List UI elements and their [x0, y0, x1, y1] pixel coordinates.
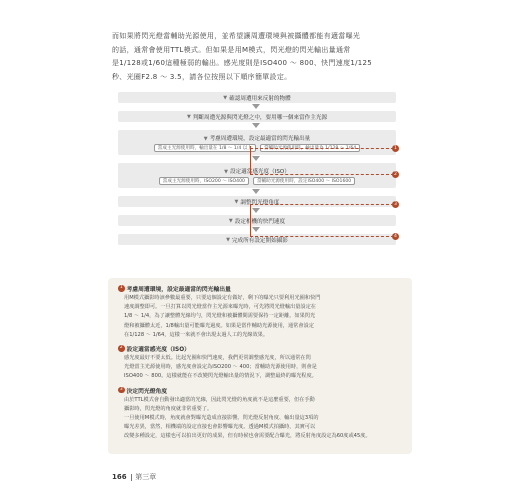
note-line: 曝光差異，當然，相機端的設定直接也會影響曝光度。透過M模式拍攝時，其實可以 — [124, 424, 316, 431]
arrow-icon: ▼ — [228, 217, 233, 224]
intro-line: 是1/128或1/60這種極弱的輸出。感光度則是ISO400 ～ 800、快門速度1/125 — [112, 59, 373, 68]
flow-option: 當成主光源使用時，輸出量在 1/8 ～ 1/4 以上 — [154, 144, 256, 152]
down-arrow-icon — [252, 189, 260, 194]
chapter-label: 第三章 — [135, 473, 157, 481]
note-line: 攝影時，閃光燈的角度就非常重要了。 — [124, 405, 213, 412]
arrow-icon: ▼ — [226, 236, 230, 243]
flow-step-4: ▼ 設定適當感光度（ISO） 當成主光源使用時，ISO200 ～ ISO400 當輔助光源使用時，設定ISO400 ～ ISO1600 — [118, 163, 396, 188]
page-footer — [112, 472, 156, 482]
number-badge: 2 — [119, 345, 123, 351]
flow-option: 當輔助光源使用時，輸出量為 1/128 ～ 1/64 — [260, 144, 360, 152]
marker-connector — [250, 148, 394, 149]
note-1 — [118, 284, 402, 340]
note-title: 決定閃光燈角度 — [126, 388, 168, 395]
note-line: ISO400 ～ 800。這樣就能在不改變閃光燈輸出量的情況下，調整最終的曝光程度。 — [124, 373, 317, 380]
flow-step-7: ▼ 完成所有設定開始攝影 — [118, 234, 396, 245]
intro-line: 的話，通常會使用TTL模式。但如果是用M模式，閃光燈的閃光輸出量通常 — [112, 45, 351, 54]
flow-step-5: ▼ 調整閃光燈角度 — [118, 196, 396, 207]
flow-option: 當輔助光源使用時，設定ISO400 ～ ISO1600 — [253, 177, 355, 185]
note-2 — [118, 344, 402, 382]
marker-connector — [250, 174, 394, 175]
notes-panel — [108, 278, 412, 454]
loop-connector — [250, 204, 251, 237]
note-body — [118, 354, 402, 382]
flow-option: 當成主光源使用時，ISO200 ～ ISO400 — [159, 177, 249, 185]
arrow-icon: ▼ — [224, 168, 228, 175]
note-title: 設定適當感光度（ISO） — [126, 347, 190, 354]
flow-step-3: ▼ 考慮周遭環境，設定最適當的閃光輸出量 當成主光源使用時，輸出量在 1/8 ～ 1/4 以上 當輔助光源使用時，輸出量為 1/128 ～ 1/64 — [118, 130, 396, 155]
down-arrow-icon — [252, 123, 260, 128]
flow-step-6: ▼ 設定相機的快門速度 — [118, 215, 396, 226]
arrow-icon: ▼ — [203, 135, 208, 142]
down-arrow-icon — [252, 208, 260, 213]
marker-4-badge: 4 — [392, 233, 399, 240]
down-arrow-icon — [252, 104, 260, 109]
down-arrow-icon — [252, 227, 260, 232]
marker-2-badge: 2 — [392, 171, 399, 178]
number-badge: 1 — [119, 285, 123, 291]
intro-line: 秒、光圈F2.8 ～ 3.5，請各位按照以下順序簡單設定。 — [112, 72, 292, 81]
loop-connector — [250, 146, 251, 174]
note-line: 一旦使用M模式時，角度就會對曝光造成直接影響。閃光燈反射角度、輸出量這3項的 — [124, 415, 319, 422]
note-3 — [118, 386, 402, 442]
note-line: 速度調整即可。一旦打算以閃光燈當作主光源來曝光時，可先將閃光燈輸出量設定在 — [124, 304, 316, 311]
note-line: 用M模式攝影時該參數最重要，只要這個設定有做好，剩下的曝光只要利用光圈和快門 — [124, 295, 321, 301]
flow-step-2: ▼ 判斷周遭光源與閃光燈之中，要用哪一個來當作主光源 — [118, 111, 396, 122]
note-body — [118, 294, 402, 340]
arrow-icon: ▼ — [234, 198, 239, 205]
arrow-icon: ▼ — [223, 94, 228, 101]
note-line: 在1/128 ～ 1/64，這樣一來就不會出現太過人工的光線效果。 — [124, 331, 269, 338]
note-line: 1/8 ～ 1/4，為了讓整體光線均勻，閃光燈和被攝體間需要保持一定距離。如果閃光 — [124, 313, 316, 320]
settings-flowchart — [112, 92, 412, 270]
note-line: 燈和被攝體太近，1/8輸出量可能曝光過度。如果是當作輔助光源使用，通常會設定 — [124, 322, 314, 329]
number-badge: 3 — [119, 386, 123, 392]
note-title: 考慮周遭環境，設定最適當的閃光輸出量 — [126, 287, 231, 293]
page-number: 166 — [112, 473, 127, 481]
note-line: 光燈當主光源使用時，感光度會設定為ISO200 ～ 400；當輔助光源使用時，則會是 — [124, 364, 317, 371]
note-line: 改變多種設定，這樣也可以拍出更好的成果，但有時候也會需要配合曝光，將反射角度設定為60度或45度。 — [124, 433, 371, 440]
note-line: 由於TTL模式會自動發出適當的光線，因此閃光燈的角度就不是這麼重要，但在手動 — [124, 396, 315, 403]
intro-line: 而如果將閃光燈當輔助光源使用，並希望讓周遭環境與被攝體都能有適當曝光 — [112, 32, 361, 40]
footer-divider — [131, 474, 132, 481]
marker-1-badge: 1 — [392, 145, 399, 152]
arrow-icon: ▼ — [186, 113, 191, 120]
marker-connector — [250, 236, 394, 237]
intro-paragraph — [112, 30, 412, 84]
down-arrow-icon — [252, 156, 260, 161]
marker-3-badge: 3 — [392, 201, 399, 208]
note-body — [118, 396, 402, 442]
note-line: 感光度最好不要太低。比起光圈和快門速度，我們更常調整感光度，所以通常在閃 — [124, 355, 311, 362]
marker-connector — [250, 204, 394, 205]
flow-step-1: ▼ 確認周遭用來反射的物體 — [118, 92, 396, 103]
